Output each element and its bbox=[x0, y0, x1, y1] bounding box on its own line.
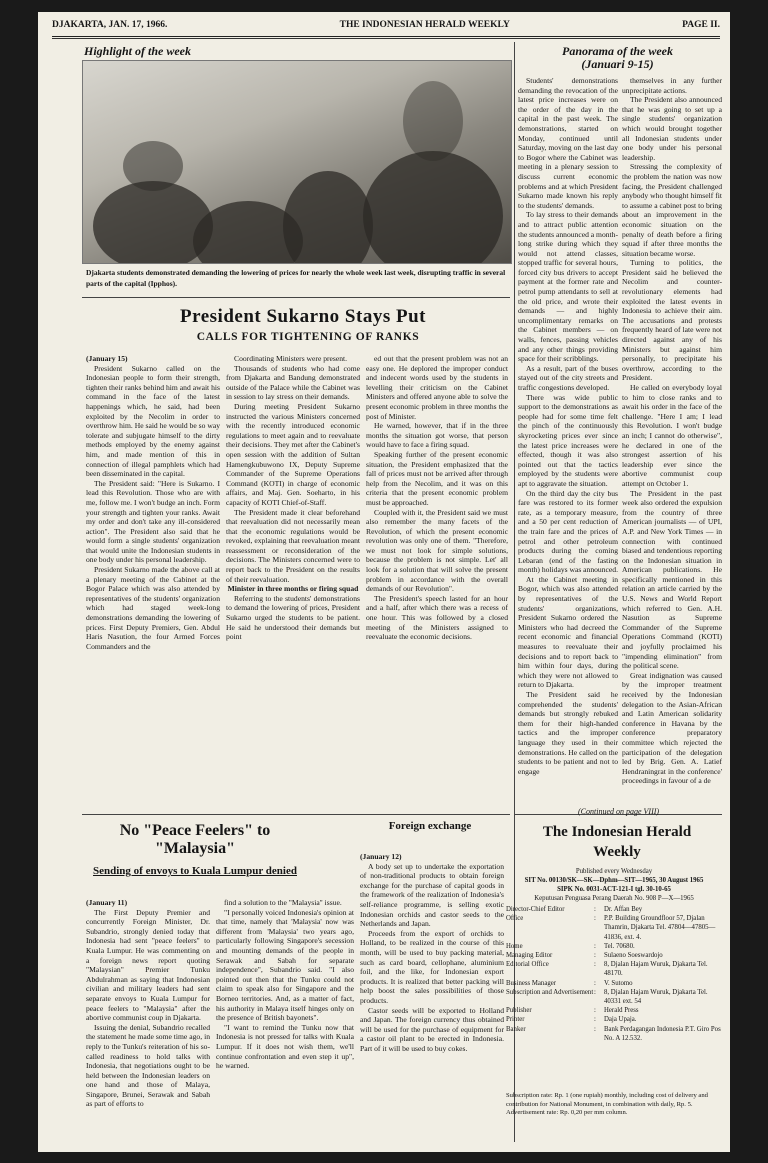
staff-value: Dr. Affan Bey bbox=[604, 906, 643, 913]
staff-row: Publisher : Herald Press bbox=[506, 1006, 722, 1015]
article-paragraph: The President said: "Here is Sukarno. I lead this Revolution. Those who are with me, follow me. I won't budge an inch. Form your strength and tighten your ranks. Await my order and don't take any ill-considered action". The President also said that he would form a single students' organization that would unite the Indonesian students in one body under his personal leadership. bbox=[86, 478, 220, 565]
photo-caption: Djakarta students demonstrated demanding the lowering of prices for nearly the whole week last week, disrupting traffic in several parts of the capital (Ipphos). bbox=[86, 268, 506, 288]
staff-role: Banker bbox=[506, 1025, 526, 1033]
article-dateline: (January 15) bbox=[86, 354, 128, 363]
staff-role: Editorial Office bbox=[506, 961, 549, 969]
staff-list bbox=[506, 905, 722, 1043]
staff-row: Printer : Daja Upaja. bbox=[506, 1015, 722, 1024]
main-headline: President Sukarno Stays Put bbox=[180, 306, 426, 327]
article-dateline: (January 11) bbox=[86, 898, 128, 907]
staff-row: Office : P.P. Building Groundfloor 57, Djalan Thamrin, Djakarta Tel. 47804—47805—41836, ext. 4. bbox=[506, 914, 722, 942]
staff-value: Bank Perdagangan Indonesia P.T. Giro Pos No. A 12.532. bbox=[604, 1025, 721, 1042]
staff-row: Director-Chief Editor : Dr. Affan Bey bbox=[506, 905, 722, 914]
header-page-number: PAGE II. bbox=[682, 20, 720, 30]
staff-row: Subscription and Advertisement : 8, Djalan Hajam Wuruk, Djakarta Tel. 40331 ext. 54 bbox=[506, 988, 722, 1006]
masthead-title bbox=[514, 822, 720, 862]
highlight-photo bbox=[82, 60, 512, 264]
staff-row: Business Manager : V. Sutomo bbox=[506, 979, 722, 988]
panorama-dates: (Januari 9-15) bbox=[581, 57, 654, 71]
pub-line: Published every Wednesday bbox=[575, 868, 653, 875]
staff-role: Business Manager bbox=[506, 979, 557, 987]
panorama-paragraph: The President also announced that he was going to set up a single students' organization which would brought together all Indonesian students under one body under his personal leadership. bbox=[622, 95, 722, 162]
article-subheading: Minister in three months or firing squad bbox=[227, 584, 359, 594]
staff-row: Home : Tel. 70680. bbox=[506, 942, 722, 951]
panorama-paragraph: Stressing the complexity of the problem the nation was now facing, the President challenged anybody who thought himself fit to assume a cabinet post to bring about an improvement in the economic situation on the penalty of death before a firing squad if after three months the situation became worse. bbox=[622, 162, 722, 258]
peace-headline: No "Peace Feelers" to "Malaysia" bbox=[119, 822, 271, 857]
continued-note: (Continued on page VIII) bbox=[578, 807, 660, 816]
article-dateline: (January 12) bbox=[360, 852, 402, 861]
header-date: DJAKARTA, JAN. 17, 1966. bbox=[52, 20, 168, 30]
highlight-label: Highlight of the week bbox=[84, 44, 192, 58]
pub-line: SIPK No. 0031-ACT-121-I tgl. 30-10-65 bbox=[557, 886, 671, 893]
article-paragraph: President Sukarno made the above call at a plenary meeting of the Cabinet at the Bogor Palace which was also attended by representatives of the students' organization which had staged week-long demonstrations demanding the lowering of prices. First Deputy Premiers, Gen. Abdul Haris Nasution, the four Armed Forces Commanders and the bbox=[86, 565, 220, 651]
pub-line: Keputusan Penguasa Perang Daerah No. 908 P—X—1965 bbox=[534, 895, 694, 902]
staff-role: Managing Editor bbox=[506, 952, 553, 960]
main-column-3 bbox=[366, 354, 508, 812]
staff-value: Tel. 70680. bbox=[604, 942, 635, 950]
staff-row: Managing Editor : Sulaeno Soeswardojo bbox=[506, 951, 722, 960]
panorama-paragraph: To lay stress to their demands and to attract public attention the students announced a month-long strike during which they would not attend classes, stopped traffic for several hours, forced city bus drivers to accept payment at the former rate and petrol pump attendants to sell at the old price, and wrote their demands — and highly uncomplimentary remarks on the Cabinet members — on walls, fences, passing vehicles and any other things providing space for their scribblings. bbox=[518, 210, 618, 364]
article-paragraph: Speaking further of the present economic situation, the President emphasized that the fall of prices must not be arrived after through help from the Necolim, and it was on this criteria that the present economic problem must be approached. bbox=[366, 449, 508, 507]
header-rule bbox=[52, 38, 720, 39]
section-rule bbox=[82, 297, 510, 298]
article-paragraph: Coordinating Ministers were present. bbox=[234, 354, 348, 363]
newspaper-page bbox=[38, 12, 730, 1152]
subscription-note: Subscription rate: Rp. 1 (one rupiah) monthly, including cost of delivery and contribution for National Monument, in combination with daily, Rp. 5. Advertisement rate: Rp. 0,20 per mm column. bbox=[506, 1092, 708, 1117]
staff-row: Editorial Office : 8, Djalan Hajam Wuruk, Djakarta Tel. 48170. bbox=[506, 960, 722, 978]
panorama-heading bbox=[520, 45, 715, 71]
staff-value: 8, Djalan Hajam Wuruk, Djakarta Tel. 40331 ext. 54 bbox=[604, 988, 708, 1006]
header-masthead: THE INDONESIAN HERALD WEEKLY bbox=[339, 20, 510, 30]
section-rule-lower bbox=[82, 814, 510, 815]
panorama-paragraph: The President in the past week also ordered the expulsion from the country of three American journalists — of UPI, A.P. and New York Times — in connection with continued biased and tendentious reporting on the Indonesian situation in American publications. He specifically mentioned in this relation an article carried by the U.S. News and World Report which referred to Gen. A.H. Nasution as Supreme Commander of the Supreme Operations Command (KOTI) and joyfully proclaimed his "impending elimination" from the political scene. bbox=[622, 488, 722, 671]
panorama-paragraph: As a result, part of the buses stayed out of the city streets and traffic congestions developed. bbox=[518, 363, 618, 392]
staff-role: Subscription and Advertisement bbox=[506, 988, 594, 996]
article-paragraph: Proceeds from the export of orchids to Holland, to be realized in the course of this month, will be used to buy packing material, such as card board, cellophane, aluminium foil, and the like, for Indonesian export products. It is realized that better packing will help boost the sales possibilities of those products. bbox=[360, 928, 504, 1005]
article-paragraph: Issuing the denial, Subandrio recalled the statement he made some time ago, in reply to the Tunku's reiteration of his so-called readiness to hold talks with Indonesia, that negotiations ought to be held between the Indonesian leaders on one hand and those of Malaya, Singapore, Brunei, Serawak and Sabah as part of efforts to bbox=[86, 1022, 210, 1109]
panorama-paragraph: Students' demonstrations demanding the revocation of the latest price increases were on the order of the day in the capital in the past week. The demonstrations, started on Monday, continued until Saturday, moving on the last day to Bogor where the Cabinet was meeting in a plenary session to discuss current economic problems and at which President Sukarno made known his reply to the students' demands. bbox=[518, 76, 618, 210]
article-paragraph: Thousands of students who had come from Djakarta and Bandung demonstrated outside of the Palace while the Cabinet was in session to lay stress on their demands. bbox=[226, 363, 360, 402]
main-subhead: CALLS FOR TIGHTENING OF RANKS bbox=[196, 331, 420, 343]
staff-role: Publisher bbox=[506, 1007, 532, 1015]
article-paragraph: He warned, however, that if in the three months the situation got worse, that person would have to face a firing squad. bbox=[366, 421, 508, 450]
staff-value: P.P. Building Groundfloor 57, Djalan Thamrin, Djakarta Tel. 47804—47805—41836, ext. 4. bbox=[604, 915, 716, 941]
article-paragraph: find a solution to the "Malaysia" issue. bbox=[224, 898, 342, 907]
article-paragraph: The First Deputy Premier and concurrently Foreign Minister, Dr. Subandrio, strongly denied today that Indonesia had sent "peace feelers" to Kuala Lumpur. He was commenting on a foreign news report quoting "Malaysian" Premier Tunku Abdulrahman as saying that Indonesian civilian and military leaders had sent separate envoys to Kuala Lumpur for peace feelers to "Malaysia" after the abortive communist coup in Djakarta. bbox=[86, 907, 210, 1023]
article-paragraph: A body set up to undertake the exportation of non-traditional products to obtain foreign exchange for the purchase of capital goods in the framework of the realization of Indonesia's self-reliance programme, is selling exotic Indonesian orchids and castor seeds to the Netherlands and Japan. bbox=[360, 861, 504, 929]
panorama-title: Panorama of the week bbox=[562, 44, 673, 58]
main-column-1 bbox=[86, 354, 220, 812]
panorama-column-2 bbox=[622, 76, 722, 802]
staff-role: Printer bbox=[506, 1016, 525, 1024]
masthead-title-line1: The Indonesian Herald bbox=[542, 824, 692, 840]
staff-value: 8, Djalan Hajam Wuruk, Djakarta Tel. 48170. bbox=[604, 961, 708, 978]
panorama-paragraph: themselves in any further unprecipitate actions. bbox=[622, 76, 722, 95]
foreign-column bbox=[360, 852, 504, 1146]
panorama-paragraph: There was wide public support to the demonstrations as people had for some time felt the pinch of the continuously skyrocketing prices ever since the latest price increases were effected, though it was also pointed out that the tactics employed by the students were apt to aggravate the situation. bbox=[518, 392, 618, 488]
panorama-paragraph: The President said he comprehended the students' demands but strongly rebuked them for their high-handed tactics and the improper language they used in their demonstrations. He called on the students to be patient and not to engage bbox=[518, 690, 618, 776]
article-paragraph: The President's speech lasted for an hour and a half, after which there was a recess of one hour. This was followed by a closed meeting of the Ministers assigned to reevaluate the economic decisions. bbox=[366, 593, 508, 642]
staff-role: Home bbox=[506, 942, 523, 950]
panorama-paragraph: Great indignation was caused by the improper treatment received by the Indonesian delegation to the Asian-African and Latin American solidarity conference in Havana by the conference preparatory committee which rejected the participation of the delegation led by Brig. Gen. A. Latief Hendraningrat in the conference' proceedings in favour of a de bbox=[622, 670, 722, 786]
page-header bbox=[52, 20, 720, 37]
article-paragraph: President Sukarno called on the Indonesian people to form their strength, tighten their ranks behind him and await his command in the face of the latest happenings which, he said, had been exploited by the Necolim in order to overthrow him. He said he would be so way tolerate and subjugate himself to the dirty methods employed by the enemy against him, and made mention of this in connection of illegal pamphlets which had been disseminated in the capital. bbox=[86, 363, 220, 479]
publication-info bbox=[506, 867, 722, 903]
article-paragraph: During meeting President Sukarno instructed the various Ministers concerned with the recently introduced economic regulations to meet again and to reevaluate their decisions. They met after the Cabinet's open session with the addition of Sultan Hamengkubuwono IX, Deputy Supreme Commander of the Supreme Operations Command (KOTI) in charge of economic affairs, and Maj. Gen. Soeharto, in his capacity of KOTI Chief-of-Staff. bbox=[226, 401, 360, 507]
staff-role: Office bbox=[506, 915, 524, 923]
masthead-title-line2: Weekly bbox=[593, 844, 641, 860]
panorama-paragraph: Turning to politics, the President said he believed the Necolim and counter-revolutionary elements had exploited the latest events in Indonesia to achieve their aim. The accusations and protests frequently heard of late were not directed against any of his Ministers but against him personally, to precipitate his overthrow, according to the President. bbox=[622, 258, 722, 383]
staff-value: Herald Press bbox=[604, 1007, 639, 1015]
article-paragraph: The President made it clear beforehand that reevaluation did not necessarily mean that the economic regulations would be revoked, explaining that reevaluation meant reassessment or reconsideration of the decisions. The Ministers concerned were to report back to the President on the results of their reevaluation. bbox=[226, 507, 360, 584]
staff-value: Sulaeno Soeswardojo bbox=[604, 952, 663, 960]
panorama-paragraph: At the Cabinet meeting in Bogor, which was also attended by representatives of the students' organizations, President Sukarno ordered the Ministers who had decreed the recent economic and financial measures to reevaluate their decisions and to report back to him within four days, during which they were not allowed to return to Djakarta. bbox=[518, 574, 618, 690]
main-column-2 bbox=[226, 354, 360, 812]
article-paragraph: Referring to the students' demonstrations to demand the lowering of prices, President Sukarno urged the students to be patient. He said he understood their demands but point bbox=[226, 593, 360, 642]
panorama-paragraph: On the third day the city bus fare was restored to its former rate, as a temporary measure, and a 50 per cent reduction of the train fare and the prices of petrol and other petroleum products during the coming Lebaran (end of the fasting month) holidays was announced. bbox=[518, 488, 618, 575]
article-paragraph: Castor seeds will be exported to Holland and Japan. The foreign currency thus obtained will be used for the purchase of equipment for a castor oil plant to be erected in Indonesia. Part of it will be used to buy cokes. bbox=[360, 1005, 504, 1053]
article-paragraph: "I personally voiced Indonesia's opinion at that time, namely that 'Malaysia' now was different from 'Malaysia' two years ago, particularly following Singapore's secession and mounting demands of the people in Serawak and Sabah for separate independence", Subandrio said. "I also pointed out then that the Tunku could not claim to speak also for Singapore and the Borneo territories. And, as a matter of fact, his authority in Malaya itself hinges only on the presence of British bayonets". bbox=[216, 907, 354, 1023]
panorama-column-1 bbox=[518, 76, 618, 812]
staff-row: Banker : Bank Perdagangan Indonesia P.T. Giro Pos No. A 12.532. bbox=[506, 1025, 721, 1042]
article-paragraph: ed out that the present problem was not an easy one. He deplored the improper conduct and indecent words used by the students in levelling their criticism on the Cabinet Ministers and offered anyone able to solve the present economic problem in three months the post of Minister. bbox=[366, 354, 508, 421]
staff-role: Director-Chief Editor bbox=[506, 906, 565, 913]
panorama-paragraph: He called on everybody loyal to him to close ranks and to await his order in the face of the challenge. "Here I am; I lead this Revolution. I won't budge an inch; I cannot do otherwise", he declared in one of the strongest assertion of his leadership ever since the abortive communist coup attempt on October 1. bbox=[622, 383, 722, 488]
peace-subhead: Sending of envoys to Kuala Lumpur denied bbox=[93, 865, 297, 877]
staff-value: V. Sutomo bbox=[604, 979, 633, 987]
article-paragraph: Coupled with it, the President said we must also remember the many facets of the Revolution, of which the present economic revolution was only one of them. "Therefore, we must not look for simple solutions, because the problem is not simple. Let' all look for a solution that will solve the present problem in accordance with the overall demands of our Revolution". bbox=[366, 507, 508, 594]
peace-column-1 bbox=[86, 898, 210, 1146]
article-paragraph: "I want to remind the Tunku now that Indonesia is not pressed for talks with Kuala Lumpur. If it does not wish them, we'll continue confrontation and even step it up", he warned. bbox=[216, 1022, 354, 1071]
foreign-headline: Foreign exchange bbox=[388, 820, 472, 832]
pub-line: SIT No. 00130/SK—SK—Dphm—SIT—1965, 30 August 1965 bbox=[524, 877, 704, 884]
peace-column-2 bbox=[216, 898, 354, 1146]
staff-value: Daja Upaja. bbox=[604, 1016, 637, 1024]
